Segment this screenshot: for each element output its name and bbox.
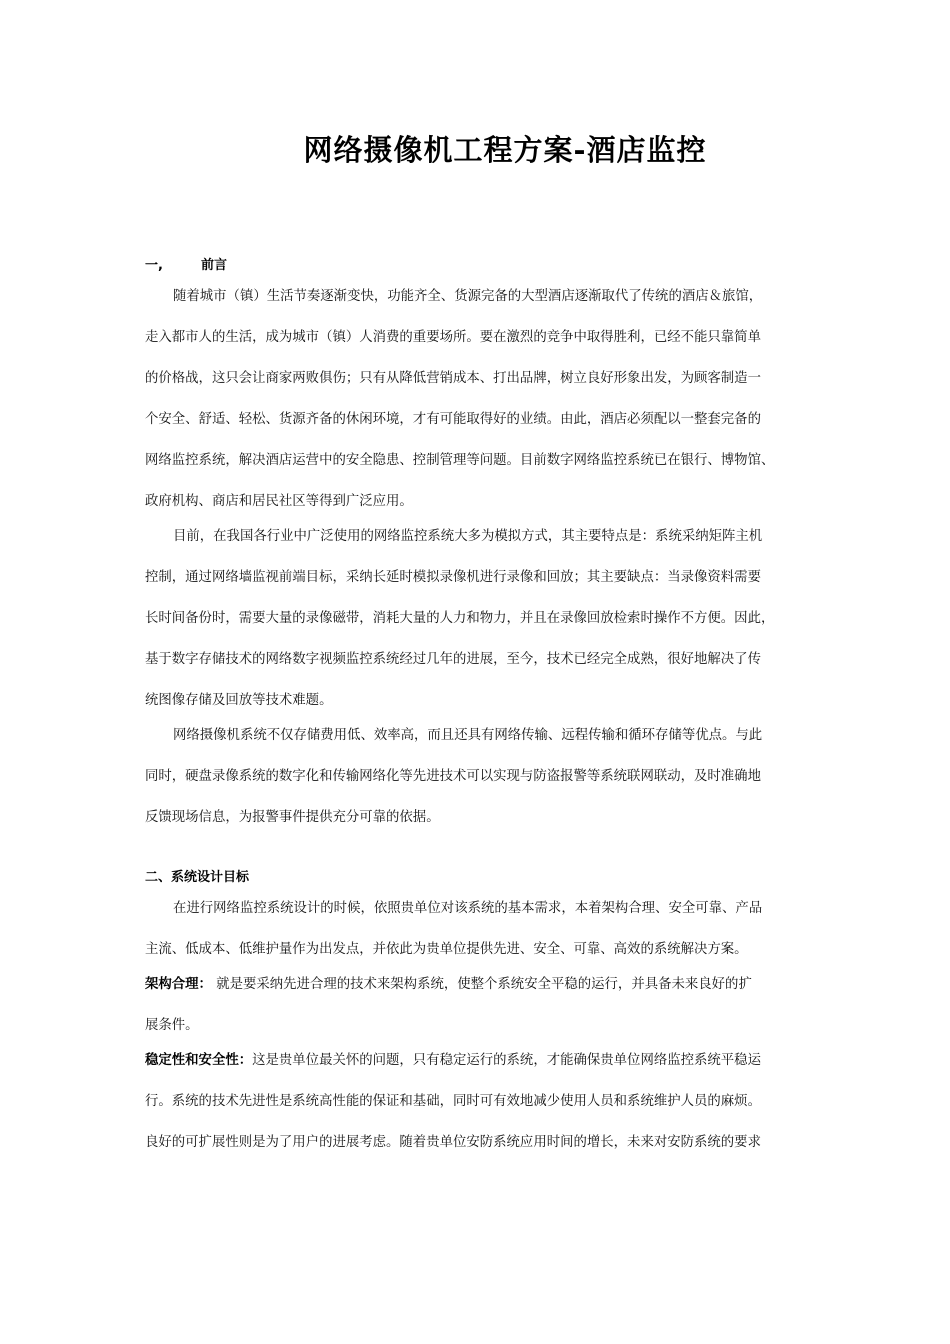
paragraph-line: 行。系统的技术先进性是系统高性能的保证和基础，同时可有效地减少使用人员和系统维护人员的麻烦。 (145, 1094, 761, 1109)
term-architecture: 架构合理： (145, 977, 212, 992)
paragraph-line: 个安全、舒适、轻松、货源齐备的休闲环境，才有可能取得好的业绩。由此，酒店必须配以一整套完备的 (145, 412, 761, 427)
paragraph-line: 同时，硬盘录像系统的数字化和传输网络化等先进技术可以实现与防盗报警等系统联网联动，及时准确地 (145, 769, 761, 784)
section-number: 一, (145, 258, 163, 273)
document-title: 网络摄像机工程方案-酒店监控 (303, 133, 707, 167)
architecture-paragraph (145, 975, 825, 995)
paragraph-line: 随着城市（镇）生活节奏逐渐变快，功能齐全、货源完备的大型酒店逐渐取代了传统的酒店＆旅馆， (173, 289, 763, 304)
term-text: 这是贵单位最关怀的问题，只有稳定运行的系统，才能确保贵单位网络监控系统平稳运 (252, 1053, 761, 1068)
paragraph-line: 基于数字存储技术的网络数字视频监控系统经过几年的进展，至今，技术已经完全成熟，很好地解决了传 (145, 652, 761, 667)
section-heading-preface (145, 254, 227, 273)
section-label: 前言 (201, 258, 228, 273)
paragraph-line: 的价格战，这只会让商家两败俱伤；只有从降低营销成本、打出品牌，树立良好形象出发，为顾客制造一 (145, 371, 761, 386)
paragraph-line: 统图像存储及回放等技术难题。 (145, 693, 333, 708)
paragraph-line: 长时间备份时，需要大量的录像磁带，消耗大量的人力和物力，并且在录像回放检索时操作不方便。因此， (145, 611, 775, 626)
paragraph-line: 目前，在我国各行业中广泛使用的网络监控系统大多为模拟方式，其主要特点是：系统采纳矩阵主机 (173, 529, 763, 544)
paragraph-line: 控制，通过网络墙监视前端目标，采纳长延时模拟录像机进行录像和回放；其主要缺点：当录像资料需要 (145, 570, 761, 585)
paragraph-line: 走入都市人的生活，成为城市（镇）人消费的重要场所。要在激烈的竞争中取得胜利，已经不能只靠简单 (145, 330, 761, 345)
paragraph-line: 主流、低成本、低维护量作为出发点，并依此为贵单位提供先进、安全、可靠、高效的系统解决方案。 (145, 942, 748, 957)
section-heading-design-goals: 二、系统设计目标 (145, 870, 250, 885)
stability-paragraph (145, 1051, 825, 1071)
paragraph-line: 反馈现场信息，为报警事件提供充分可靠的依据。 (145, 810, 440, 825)
paragraph-line: 网络摄像机系统不仅存储费用低、效率高，而且还具有网络传输、远程传输和循环存储等优点。与此 (173, 728, 763, 743)
term-stability: 稳定性和安全性： (145, 1053, 253, 1068)
paragraph-line: 在进行网络监控系统设计的时候，依照贵单位对该系统的基本需求，本着架构合理、安全可靠、产品 (173, 901, 763, 916)
paragraph-line: 网络监控系统，解决酒店运营中的安全隐患、控制管理等问题。目前数字网络监控系统已在银行、博物馆、 (145, 453, 775, 468)
paragraph-line: 良好的可扩展性则是为了用户的进展考虑。随着贵单位安防系统应用时间的增长，未来对安防系统的要求 (145, 1135, 761, 1150)
paragraph-line: 展条件。 (145, 1018, 199, 1033)
term-text: 就是要采纳先进合理的技术来架构系统，使整个系统安全平稳的运行，并具备未来良好的扩 (211, 977, 752, 992)
paragraph-line: 政府机构、商店和居民社区等得到广泛应用。 (145, 494, 413, 509)
